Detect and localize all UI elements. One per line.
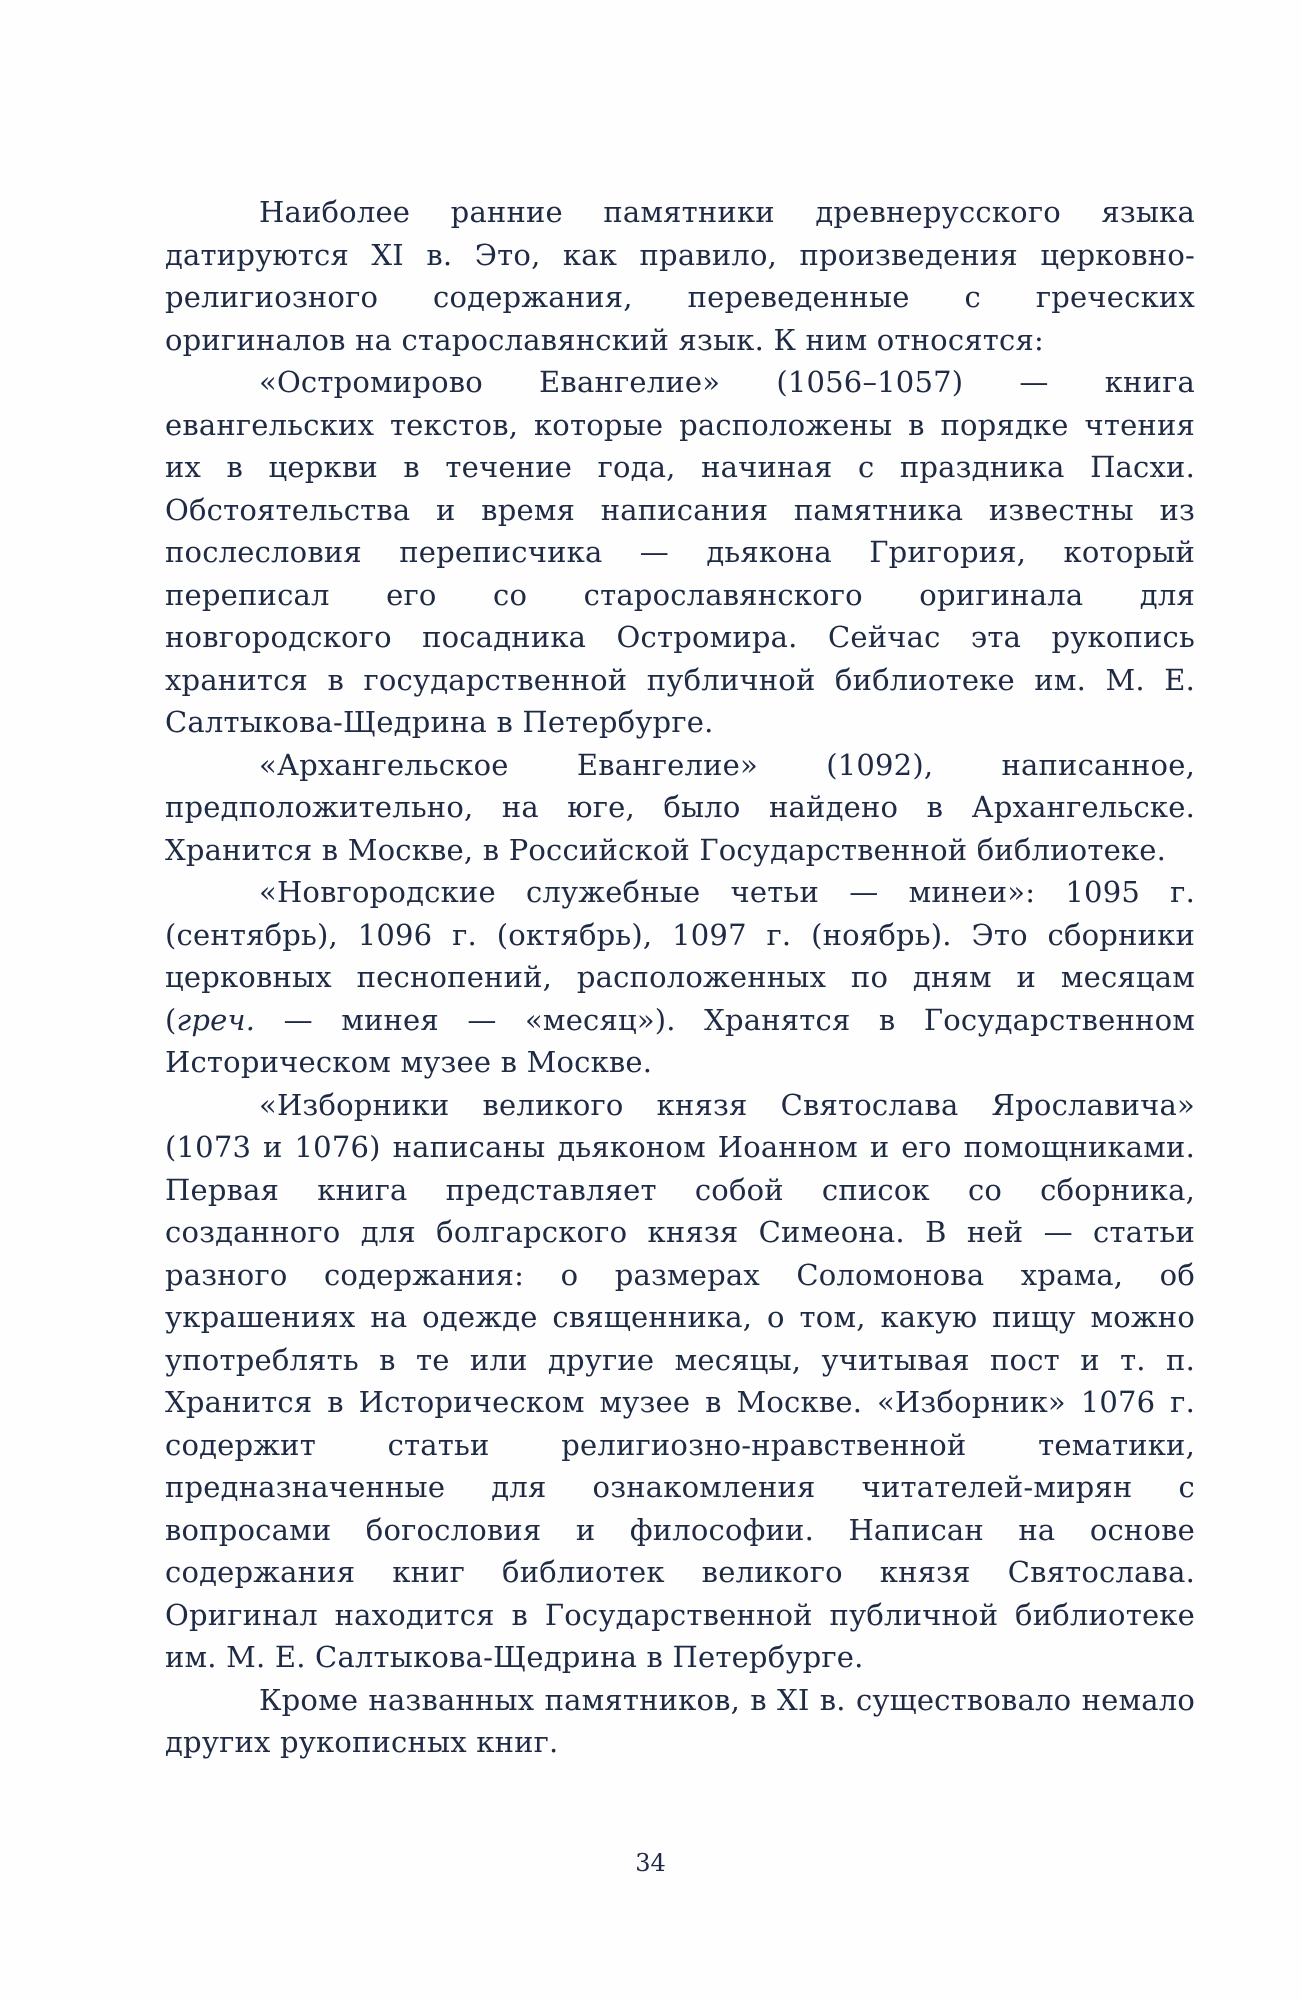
menaion-text-before: «Новгородские служебные четьи — минеи»: 1095 г. (сентябрь), 1096 г. (октябрь), 1097 г. (ноябрь). Это сборники церковных песнопений, расположенных по дням и месяцам ( [165,875,1195,1037]
paragraph-novgorod-menaion [165,871,1195,1084]
paragraph-conclusion: Кроме названных памятников, в XI в. существовало немало других рукописных книг. [165,1682,1195,1759]
paragraph-ostromir-gospel: «Остромирово Евангелие» (1056–1057) — книга евангельских текстов, которые расположены в порядке чтения их в церкви в течение года, начиная с праздника Пасхи. Обстоятельства и время написания памятника известны из послесловия переписчика — дьякона Григория, который переписал его со старославянского оригинала для новгородского посадника Остромира. Сейчас эта рукопись хранится в государственной публичной библиотеке им. М. Е. Салтыкова-Щедрина в Петербурге. [165,365,1195,739]
paragraph-intro: Наиболее ранние памятники древнерусского языка датируются XI в. Это, как правило, произведения церковно-религиозного содержания, переведенные с греческих оригиналов на старославянский язык. К ним относятся: [165,195,1195,357]
paragraph-arkhangelsk-gospel: «Архангельское Евангелие» (1092), написанное, предположительно, на юге, было найдено в Архангельске. Хранится в Москве, в Российской Государственной библиотеке. [165,747,1195,867]
body-text [165,191,1195,1764]
page-number: 34 [635,1849,666,1877]
paragraph-svyatoslav-izborniks: «Изборники великого князя Святослава Ярославича» (1073 и 1076) написаны дьяконом Иоанном и его помощниками. Первая книга представляет собой список со сборника, созданного для болгарского князя Симеона. В ней — статьи разного содержания: о размерах Соломонова храма, об украшениях на одежде священника, о том, какую пищу можно употреблять в те или другие месяцы, учитывая пост и т. п. Хранится в Историческом музее в Москве. «Изборник» 1076 г. содержит статьи религиозно-нравственной тематики, предназначенные для ознакомления читателей-мирян с вопросами богословия и философии. Написан на основе содержания книг библиотек великого князя Святослава. Оригинал находится в Государственной публичной библиотеке им. М. Е. Салтыкова-Щедрина в Петербурге. [165,1087,1195,1674]
greek-abbreviation: греч. [176,1002,256,1037]
menaion-text-after: — минея — «месяц»). Хранятся в Государственном Историческом музее в Москве. [165,1002,1195,1079]
